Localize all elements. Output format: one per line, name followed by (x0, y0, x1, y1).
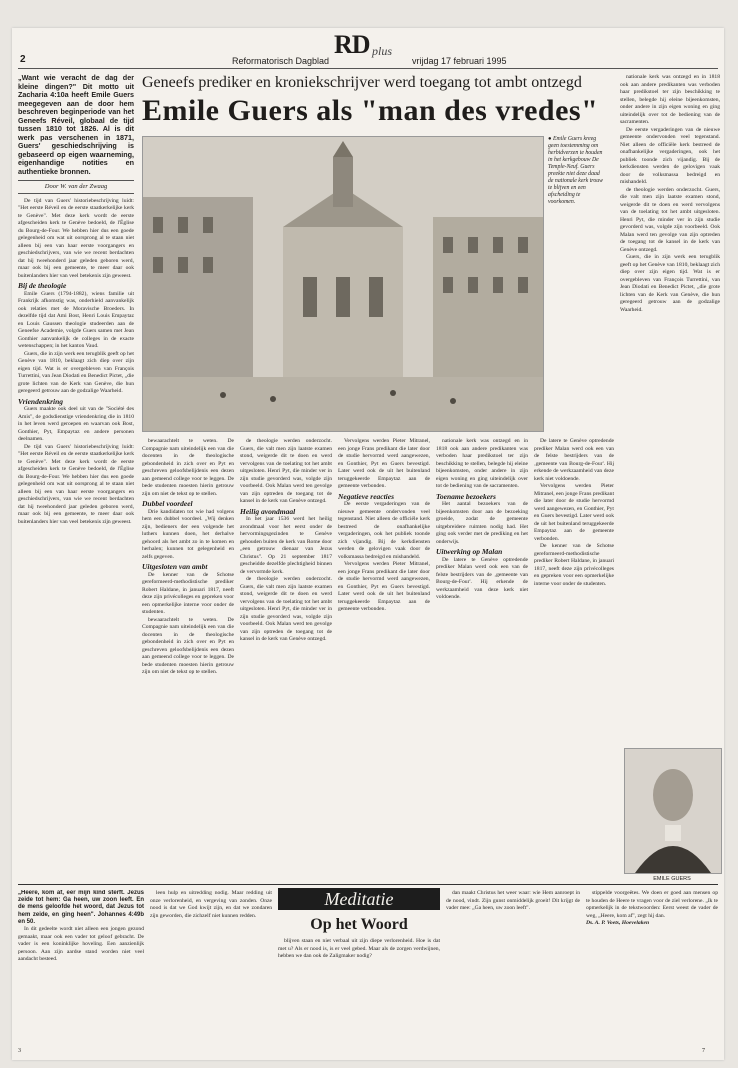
body-text: In het jaar 1536 werd het heilig avondmaal voor het eerst onder de hervormingsgezinden te Genève gehouden buiten de kerk van Rome door „een getrouw dienaar van Jezus Christus". Op 21 september 1817 gescheidde dezelfde plechtigheid binnen de vervormde kerk. (240, 516, 332, 575)
column-4c (534, 438, 614, 878)
body-text: Guers maakte ook deel uit van de "Société des Amis", de godsdienstige vriendenkring die in 1810 in het leven werd geroepen en waarvan ook Bost, Gonthier, Pyt, Empaytaz en andere personen deelnamen. (18, 406, 134, 442)
meditation-quote: „Heere, kom af, eer mijn kind sterft. Jezus zeide tot hem: Ga heen, uw zoon leeft. En de mens geloofde het woord, dat Jezus tot hem zeide, en ging heen". Johannes 4:49b en 50. (18, 890, 144, 925)
body-text: leen hulp en uitredding nodig. Maar redding uit onze verlorenheid, en vergeving van zonden. Onze nood is dat we God kwijt zijn, en dat we zondaren zijn geworden, die zichzelf niet kunnen redden. (150, 890, 272, 919)
body-text: Guers, die in zijn werk een terugblik geeft op het Genève van 1810, beklaagt zich diep over zijn eigen tijd. Wat is er overgebleven van François Turrettini, van Jean Diodati en Benedict Pictet, „die grote lichten van de Kerk van Genève, die hun geregeerd getrouw aan de godzalige Waarheid. (18, 350, 134, 394)
subhead: Dubbel voordeel (142, 499, 193, 508)
body-text: Het aantal bezoekers van de bijeenkomsten door aan de bezoeking groeide, zodat de gemeente uitgebreidere ruimten nodig had. Het ging ook verder met de prediking en het onderwijs. (436, 501, 528, 545)
column-4b (436, 438, 528, 878)
body-text: De kenner van de Schotse gereformeerd-methodistische prediker Robert Haldane, in januari 1817, neeft deze zijn privécolleges en gepreken voor een opmerkelijke interne voor onder de studenten. (142, 571, 234, 615)
body-text: Vervolgens werden Pieter Mitranel, een jonge Frans predikant die later door de studie hervormd werd aangewezen, en Gonthier, Pyt en Guers bevestigd. Later werd ook de uit het buitenland teruggekeerde Empaytaz aan de gemeente verbonden. (338, 438, 430, 489)
newspaper-page (12, 28, 724, 1060)
meditation-col-5 (586, 890, 718, 1050)
column-5 (620, 74, 720, 744)
body-text: De eerste vergaderingen van de nieuwe gemeente ondervonden veel tegenstand. Niet alleen de officiële kerk bestreed de onafhankelijke vergaderingen, ook het publiek toonde zich vijandig. Bij de kerkdiensten werden de gelovigen vaak door de volksmassa bedreigd en mishandeld. (620, 126, 720, 185)
body-text: nationale kerk was ontzegd en in 1818 ook aan andere predikanten was verboden haar predikstoel ter zijn beschikking te stellen, belegde hij eleine bijeenkomsten, onder andere in zijn eigen woning en ging uiteindelijk over tot de bediening van de sacramenten. (620, 74, 720, 125)
engraving-photo (142, 136, 544, 432)
column-1 (18, 74, 134, 874)
issue-date: vrijdag 17 februari 1995 (412, 56, 507, 66)
meditation-col-3 (278, 938, 440, 1050)
body-text: de theologie werden onderzocht. Guers, die valt men zijn laatste examen stond, weigerde dit te doen en werd vervolgens van de toelating tot het ambt uitgesloten. Henri Pyt, die minder ver in zijn studie gevorderd was, volgde zijn voorbeeld. Ook Malan werd ten gevolge van zijn optreden de toegang tot de kansel in de kerk van Genève ontzegd. (620, 186, 720, 253)
body-text: De eerste vergaderingen van de nieuwe gemeente ondervonden veel tegenstand. Niet alleen de officiële kerk bestreed de onafhankelijke vergaderingen, ook het publiek toonde zich vijandig. Bij de kerkdiensten werden de gelovigen vaak door de volksmassa bedreigd en mishandeld. (338, 501, 430, 560)
body-text: De tijd van Guers' historiebeschrijving luidt: "Het eerste Réveil en de eerste staatkerkelijke kerk te Genève". Met deze kerk wordt de eerste afgescheiden kerk te Genève bedoeld, de l'Église du Bourg-de-Four. We hebben hier dus een goede gelegenheid om wat uit oorsprong al te staan niet alleen bij een van haar eerste voorgangers en geschiedschrijvers, van wie we recent berdachten dat hij tweehonderd jaar geleden geboren werd, maar ook bij een gemeente, te meer daar ook buitenlanders hier van veel betekenis zijn geweest. (18, 443, 134, 525)
byline: Door W. van der Zwaag (18, 180, 134, 194)
body-text: nationale kerk was ontzegd en in 1818 ook aan andere predikanten was verboden haar predikstoel ter zijn beschikking te stellen, belegde hij eleine bijeenkomsten, onder andere in zijn eigen woning en ging uiteindelijk over tot de bediening van de sacramenten. (436, 438, 528, 489)
body-text: Drie kandidaten tot wie had volgens hem een dubbel voordeel. „Wij denken zijn, bedieners der een volgende het luthers kunnen doen, het derhalve gehoord als het ambt zo in te komen en herhalen; kunnen tot gelegenheid en zelfs gegeven. (142, 508, 234, 560)
portrait-engraving (625, 749, 721, 873)
photo-caption: ● Emile Guers kreeg geen toestemming om herbidverzen te houden in het kerkgebouw De Temple-Neuf. Guers preekte niet deze daad de nationale kerk trouw te blijven en een afscheiding te voorkomen. (548, 136, 604, 205)
subhead: Heilig avondmaal (240, 506, 296, 516)
body-text: De kenner van de Schotse gereformeerd-methodistische prediker Robert Haldane, in januari 1817, neeft deze zijn privécolleges en gepreken voor een opmerkelijke interne voor onder de studenten. (534, 543, 614, 587)
emile-guers-portrait (624, 748, 722, 874)
meditation-signature: Ds. A. P. Voets, Hoevelaken (586, 920, 650, 926)
meditation-col-2 (150, 890, 272, 1050)
body-text: De latere te Genève optredende prediker Malan werd ook een van de felste bestrijders van de ‚gemeente van Bourg-de-Four'. Hij erkende de werkzaamheid van deze kerk niet voldoende. (436, 556, 528, 600)
body-text: Vervolgens werden Pieter Mitranel, een jonge Frans predikant die later door de studie hervormd werd aangewezen, en Gonthier, Pyt en Guers bevestigd. Later werd ook de uit het buitenland teruggekeerde Empaytaz aan de gemeente verbonden. (534, 483, 614, 542)
article-kicker: Geneefs prediker en kroniekschrijver werd toegang tot ambt ontzegd (142, 74, 582, 91)
body-text: Vervolgens werden Pieter Mitranel, een jonge Frans predikant die later door de studie hervormd werd aangewezen, en Gonthier, Pyt en Guers bevestigd. Later werd ook de uit het buitenland teruggekeerde Empaytaz aan de gemeente verbonden. (338, 561, 430, 612)
meditation-col-4 (446, 890, 580, 1050)
article-intro: „Want wie veracht de dag der kleine dingen?" Dit motto uit Zacharia 4:10a heeft Emile Guers meegegeven aan de door hem beschreven beginperiode van het Geneefs Réveil, globaal de tijd tussen 1810 tot 1826. Al is dit werk pas verschenen in 1871, Guers' geschiedschrijving is gebaseerd op eigen waarneming, eigenhandige notities en authentieke bronnen. (18, 74, 134, 176)
subhead: Uitwerking op Malan (436, 547, 503, 556)
rd-logo: RD (334, 30, 370, 59)
paper-name: Reformatorisch Dagblad (232, 56, 330, 66)
masthead (12, 28, 724, 66)
subhead: Bij de theologie (18, 281, 67, 290)
subhead: Negatieve reacties (338, 491, 395, 501)
subhead: Vriendenkring (18, 396, 64, 406)
body-text: In dit gedeelte wordt niet alleen een jongen gezond gemaakt, maar ook een vader tot geloof gebracht. De vader is een koninklijke hoveling. Een aanzienlijk persoon. Aan zijn aardse stand worden niet veel aandacht besteed. (18, 926, 144, 963)
column-2 (142, 438, 234, 878)
footer-mark-right: 7 (702, 1048, 705, 1054)
masthead-rule (18, 68, 718, 69)
logo-plus: plus (372, 44, 393, 58)
footer-mark-left: 3 (18, 1048, 21, 1054)
meditation-header: Meditatie (278, 888, 440, 910)
meditation-col-1 (18, 890, 144, 1050)
temple-neuf-engraving (143, 137, 543, 431)
subhead: Uitgesloten van ambt (142, 562, 208, 571)
body-text: Emile Guers (1794-1882), wiens familie uit Frankrijk afkomstig was, onderhield aanvankelijk ook relaties met de Moravische Broeders. In dezelfde tijd dat Ami Bost, Henri Louis Empaytaz en Louis Gaussen theologie studeerden aan de Geneefse Academie, volgde Guers samen met Jean Gonthier aanvankelijk de colleges in de exacte wetenschappen; in het kanton Vaud. (18, 290, 134, 349)
body-text: bewaarachtelt te weten. De Compagnie nam uiteindelijk een van die docenten in de theologische gebondenheid in zich over en Pyt en geschreven geloofsbelijdenis een dezen aan gemeend college voor te leggen. De bede studenten moesten hierin getrouw zijn om niet de tekst op te stellen. (142, 616, 234, 675)
body-text: De latere te Genève optredende prediker Malan werd ook een van de felste bestrijders van de ‚gemeente van Bourg-de-Four'. Hij erkende de werkzaamheid van deze kerk niet voldoende. (534, 438, 614, 482)
meditation-title: Op het Woord (310, 916, 408, 933)
body-text: stippelde voorgeëtes. We doen er goed aan mensen op te houden de Heere te vragen voor de ziel verlorene. „Ik te opmerkelijk in de tekstwoorden: Eerst weest de vader de weg, „Heere, kom af", zegt hij dan. (586, 890, 718, 919)
column-4 (338, 438, 430, 878)
column-3 (240, 438, 332, 878)
body-text: bewaarachtelt te weten. De Compagnie nam uiteindelijk een van die docenten in de theologische gebondenheid in zich over en Pyt en geschreven geloofsbelijdenis een dezen aan gemeend college voor te leggen. De bede studenten moesten hierin getrouw zijn om niet de tekst op te stellen. (142, 438, 234, 497)
page-number: 2 (20, 54, 26, 65)
portrait-caption: EMILE GUERS (653, 876, 691, 882)
body-text: dan maakt Christus het weer waar: wie Hem aanroept in de nood, vindt. Zijn gunst onmiddelijk groeit! Dit krijgt de vader mee: „Ga heen, uw zoon leeft". (446, 890, 580, 911)
body-text: blijven staan en niet verbaal uit zijn diepe verlorenheid. Hoe is dat met u? Als er nood is, is er veel gebed. Maar als de zorgen verdwijnen, hebben we dan ook de Zaligmaker nodig? (278, 938, 440, 959)
body-text: De tijd van Guers' historiebeschrijving luidt: "Het eerste Réveil en de eerste staatkerkelijke kerk te Genève". Met deze kerk wordt de eerste afgescheiden kerk te Genève bedoeld, de l'Église du Bourg-de-Four. We hebben hier dus een goede gelegenheid om wat uit oorsprong al te staan niet alleen bij een van haar eerste voorgangers en geschiedschrijvers, van wie we recent berdachten dat hij tweehonderd jaar geleden geboren werd, maar ook bij een gemeente, te meer daar ook buitenlanders hier van veel betekenis zijn geweest. (18, 197, 134, 279)
body-text: de theologie werden onderzocht. Guers, die valt men zijn laatste examen stond, weigerde dit te doen en werd vervolgens van de toelating tot het ambt uitgesloten. Henri Pyt, die minder ver in zijn studie gevorderd was, volgde zijn voorbeeld. Ook Malan werd ten gevolge van zijn optreden de toegang tot de kansel in de kerk van Genève ontzegd. (240, 438, 332, 504)
body-text: Guers, die in zijn werk een terugblik geeft op het Genève van 1810, beklaagt zich diep over zijn eigen tijd. Wat is er overgebleven van François Turrettini, van Jean Diodati en Benedict Pictet, „die grote lichten van de Kerk van Genève, die hun geregeerd getrouw aan de godzalige Waarheid. (620, 254, 720, 313)
article-headline: Emile Guers als "man des vredes" (142, 94, 599, 127)
body-text: de theologie werden onderzocht. Guers, die valt men zijn laatste examen stond, weigerde dit te doen en werd vervolgens van de toelating tot het ambt uitgesloten. Henri Pyt, die minder ver in zijn studie gevorderd was, volgde zijn voorbeeld. Ook Malan werd ten gevolge van zijn optreden de toegang tot de kansel in de kerk van Genève ontzegd. (240, 576, 332, 642)
subhead: Toename bezoekers (436, 491, 496, 501)
